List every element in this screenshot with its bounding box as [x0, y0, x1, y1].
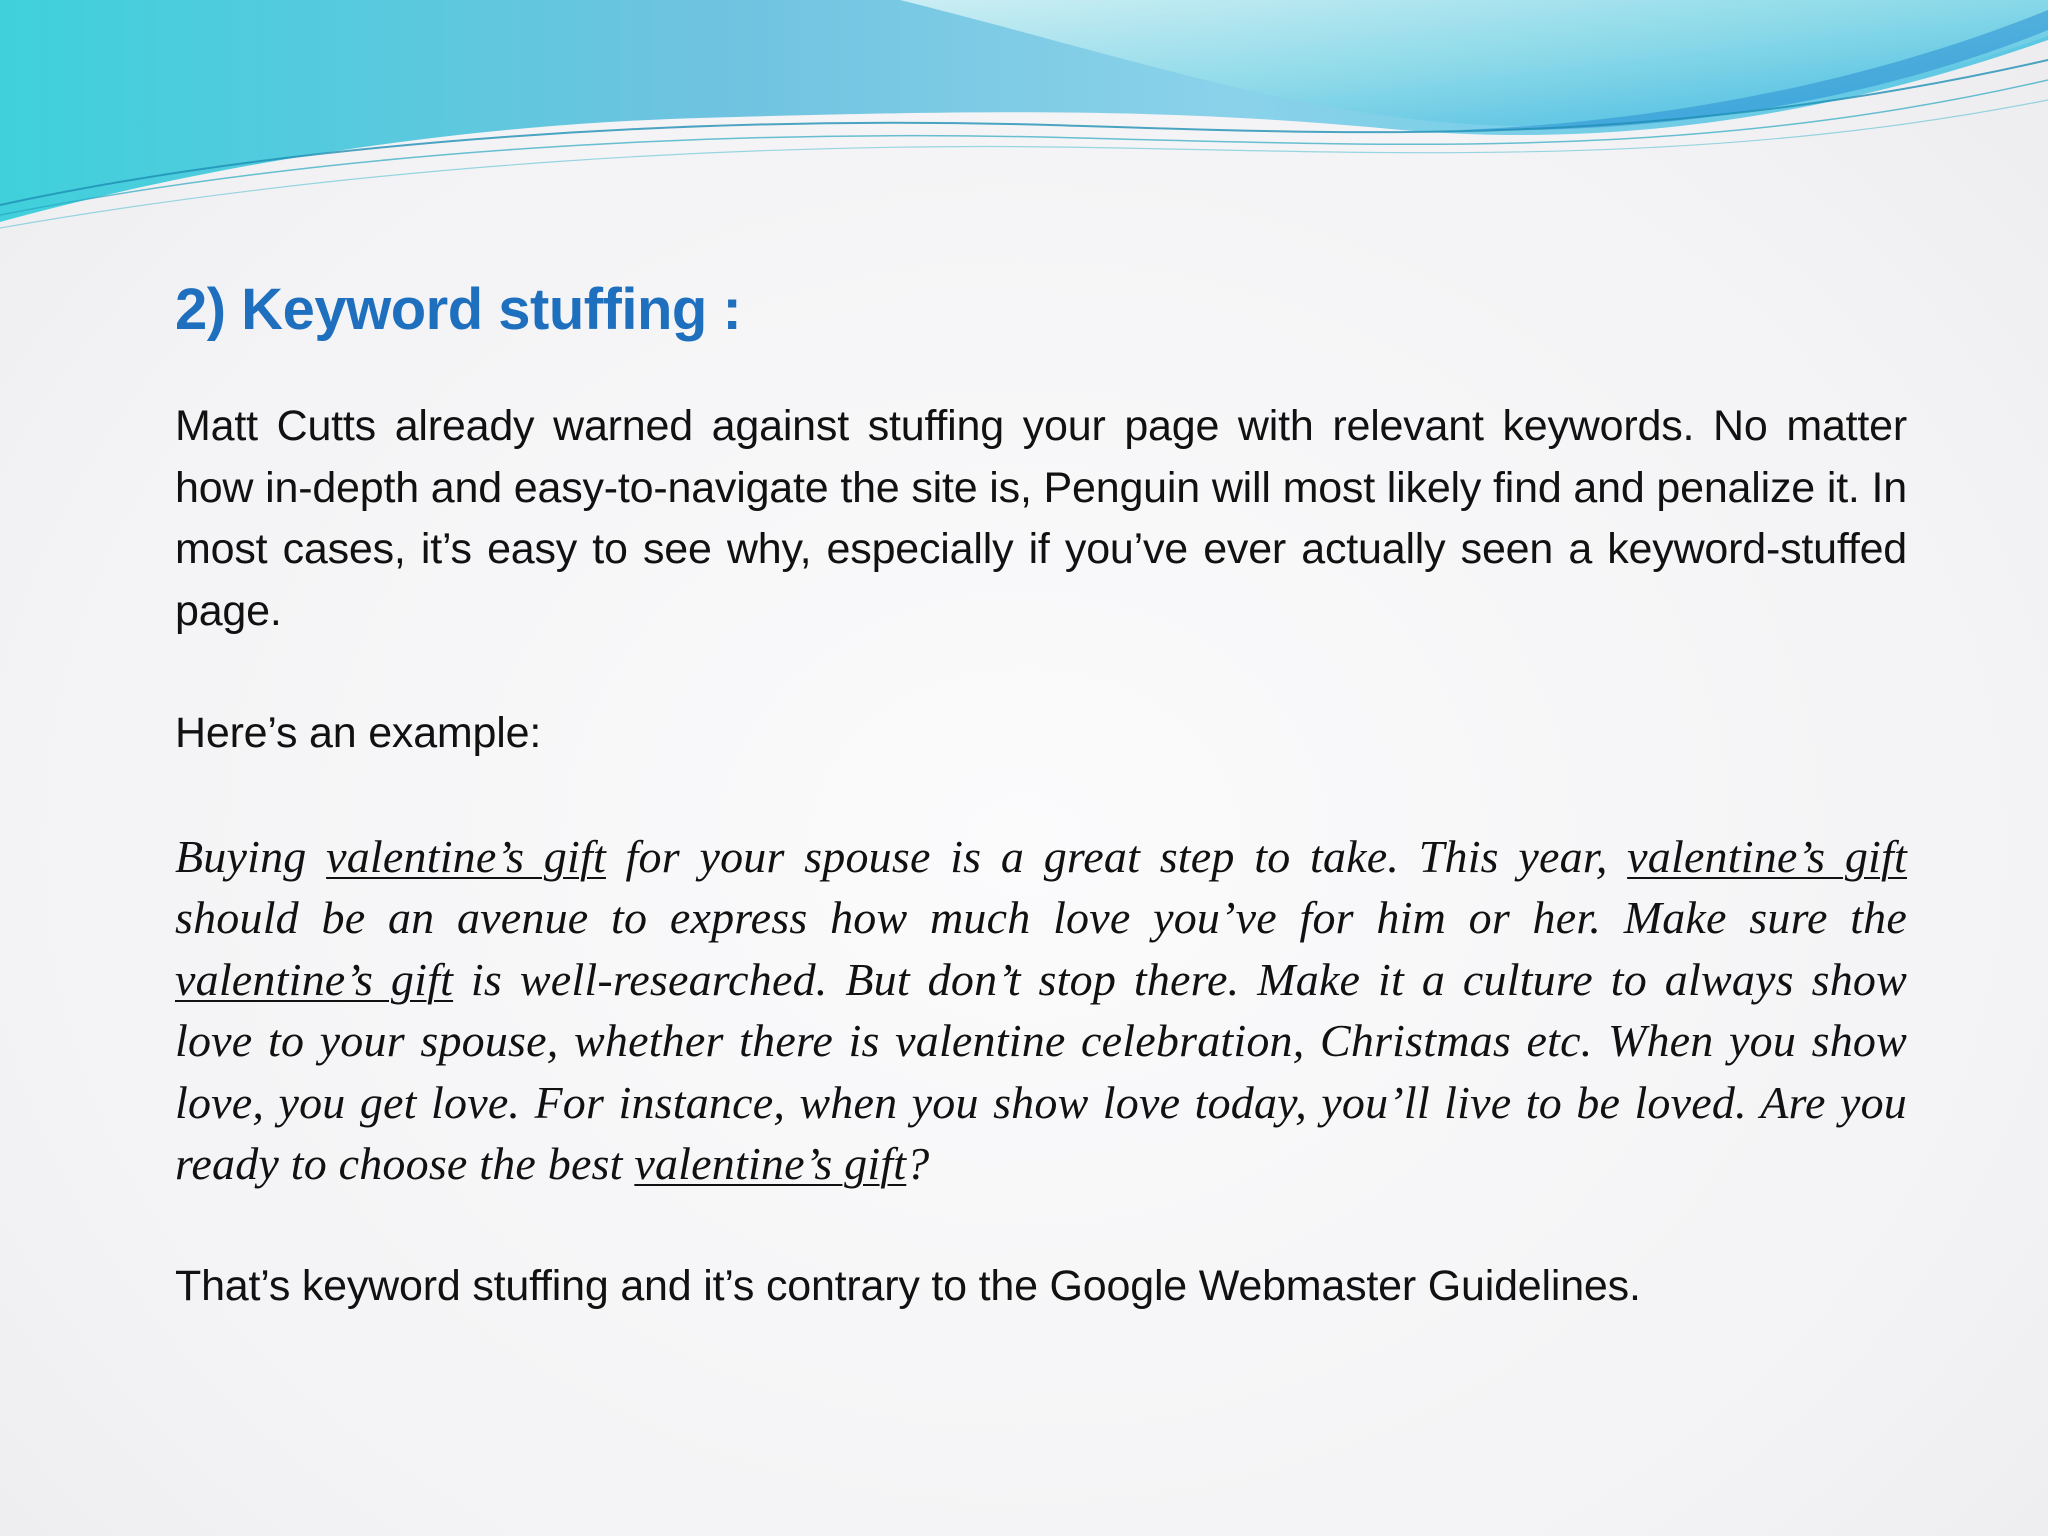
- slide-content: [175, 270, 1907, 1317]
- keyword-stuffed-example: [175, 826, 1907, 1195]
- stuffed-keyword: valentine’s gift: [1627, 830, 1907, 882]
- paragraph-example-lead: Here’s an example:: [175, 709, 542, 757]
- example-text-segment: ?: [906, 1138, 930, 1189]
- paragraph-conclusion: That’s keyword stuffing and it’s contrary to the Google Webmaster Guidelines.: [175, 1261, 1641, 1310]
- example-text-segment: Buying: [175, 830, 327, 882]
- stuffed-keyword: valentine’s gift: [175, 953, 454, 1005]
- example-text-segment: for your spouse is a great step to take. This year,: [605, 830, 1628, 882]
- wave-header-decoration: [0, 0, 2048, 240]
- example-text-segment: is well-researched. But don’t stop there. Make it a culture to always show love to your spouse, whether there is valentine celebration, Christmas etc. When you show love, you get love. For instance, when you show love today, you’ll live to be loved. Are you ready to choose the best: [175, 953, 1907, 1189]
- stuffed-keyword: valentine’s gift: [634, 1138, 907, 1189]
- paragraph-intro: Matt Cutts already warned against stuffing your page with relevant keywords. No matter how in-depth and easy-to-navigate the site is, Penguin will most likely find and penalize it. In most cases, it’s easy to see why, especially if you’ve ever actually seen a keyword-stuffed page.: [175, 402, 1907, 635]
- stuffed-keyword: valentine’s gift: [326, 830, 606, 882]
- example-text-segment: should be an avenue to express how much love you’ve for him or her. Make sure the: [175, 892, 1907, 943]
- slide-title: 2) Keyword stuffing :: [175, 277, 742, 342]
